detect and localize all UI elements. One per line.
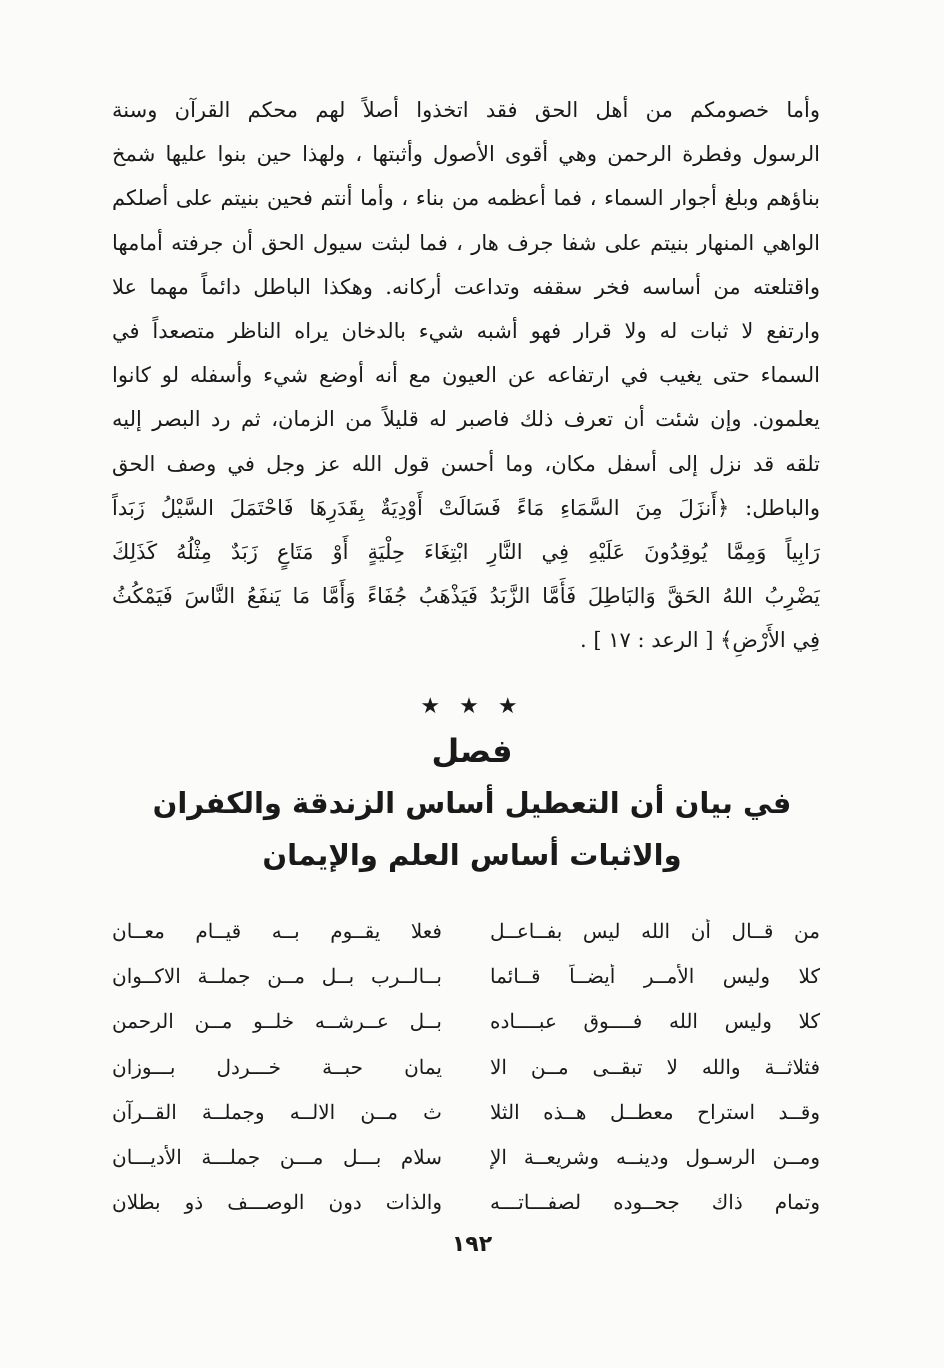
- first-hemistich: كلا وليس الأمــر أيضــاً قــائما: [490, 963, 820, 988]
- second-hemistich: بــالــرب بــل مــن جملــة الاكــوان: [112, 963, 442, 988]
- section-title-line-1: في بيان أن التعطيل أساس الزندقة والكفران: [152, 786, 792, 820]
- poem-verse: [112, 1044, 820, 1089]
- second-hemistich: ث مــن الالــه وجملــة القــرآن: [112, 1099, 442, 1124]
- second-hemistich: سلام بـــل مـــن جملـــة الأديـــان: [112, 1145, 442, 1170]
- prose-line: يَضْرِبُ اللهُ الحَقَّ وَالبَاطِلَ فَأَمَّا الزَّبَدُ فَيَذْهَبُ جُفَاءً وَأَمَّا مَا يَنفَعُ النَّاسَ فَيَمْكُثُ: [112, 584, 820, 609]
- poem-verse: [112, 1134, 820, 1179]
- section-title-line-2: والاثبات أساس العلم والإيمان: [262, 838, 682, 872]
- first-hemistich: من قــال أن الله ليس بفــاعــل: [490, 918, 820, 943]
- poem-verse: [112, 999, 820, 1044]
- page-number: ١٩٢: [451, 1232, 493, 1257]
- section-separator-stars: ★ ★ ★: [420, 694, 524, 719]
- prose-paragraph: [112, 88, 820, 662]
- prose-line: يعلمون. وإن شئت أن تعرف ذلك فاصبر له قليلاً من الزمان، ثم رد البصر إليه: [112, 407, 820, 432]
- section-label: فصل: [431, 732, 513, 770]
- prose-line: رَابِياً وَمِمَّا يُوقِدُونَ عَلَيْهِ فِي النَّارِ ابْتِغَاءَ حِلْيَةٍ أَوْ مَتَاعٍ زَبَدٌ مِثْلُهُ كَذَلِكَ: [112, 539, 820, 564]
- prose-line: فِي الأَرْضِ﴾ [ الرعد : ١٧ ] .: [580, 628, 820, 653]
- poem-verse: [112, 1180, 820, 1225]
- poem-verse: [112, 908, 820, 953]
- prose-line: تلقه قد نزل إلى أسفل مكان، وما أحسن قول الله عز وجل في وصف الحق: [112, 451, 820, 476]
- prose-line: الرسول وفطرة الرحمن وهي أقوى الأصول وأثبتها ، ولهذا حين بنوا عليها شمخ: [112, 142, 820, 167]
- poem: [112, 908, 820, 1225]
- first-hemistich: ومــن الرسـول ودينــه وشريعــة الإ: [490, 1145, 820, 1170]
- second-hemistich: فعلا يقــوم بــه قيــام معــان: [112, 918, 442, 943]
- prose-line: وأما خصومكم من أهل الحق فقد اتخذوا أصلاً لهم محكم القرآن وسنة: [112, 98, 820, 122]
- prose-line: وارتفع لا ثبات له ولا قرار فهو أشبه شيء بالدخان يراه الناظر متصعداً في: [112, 318, 820, 343]
- scan-edge-mark: [924, 14, 930, 50]
- second-hemistich: والذات دون الوصـــف ذو بطلان: [112, 1190, 442, 1215]
- poem-verse: [112, 953, 820, 998]
- second-hemistich: بــل عــرشــه خلــو مــن الرحمن: [112, 1009, 442, 1034]
- first-hemistich: كلا وليس الله فــــوق عبــــاده: [490, 1009, 820, 1034]
- prose-line: الواهي المنهار بنيتم على شفا جرف هار ، فما لبثت سيول الحق أن جرفته أمامها: [112, 230, 820, 255]
- first-hemistich: وقــد استراح معطــل هــذه الثلا: [490, 1099, 820, 1124]
- prose-line: بناؤهم وبلغ أجوار السماء ، فما أعظمه من بناء ، وأما أنتم فحين بنيتم على أصلكم: [112, 186, 820, 211]
- prose-line: واقتلعته من أساسه فخر سقفه وتداعت أركانه. وهكذا الباطل دائماً مهما علا: [112, 274, 820, 299]
- poem-verse: [112, 1089, 820, 1134]
- first-hemistich: وتمام ذاك جحــوده لصفـــاتـــه: [490, 1190, 820, 1215]
- prose-line: السماء حتى يغيب في ارتفاعه عن العيون مع أنه أوضع شيء وأسفله لو كانوا: [112, 363, 820, 388]
- first-hemistich: فثلاثــة والله لا تبقــى مــن الا: [490, 1054, 820, 1079]
- prose-line: والباطل: ﴿أَنزَلَ مِنَ السَّمَاءِ مَاءً فَسَالَتْ أَوْدِيَةٌ بِقَدَرِهَا فَاحْتَمَلَ السَّيْلُ زَبَداً: [112, 495, 820, 520]
- second-hemistich: يمان حبــة خـــردل بـــوزان: [112, 1054, 442, 1079]
